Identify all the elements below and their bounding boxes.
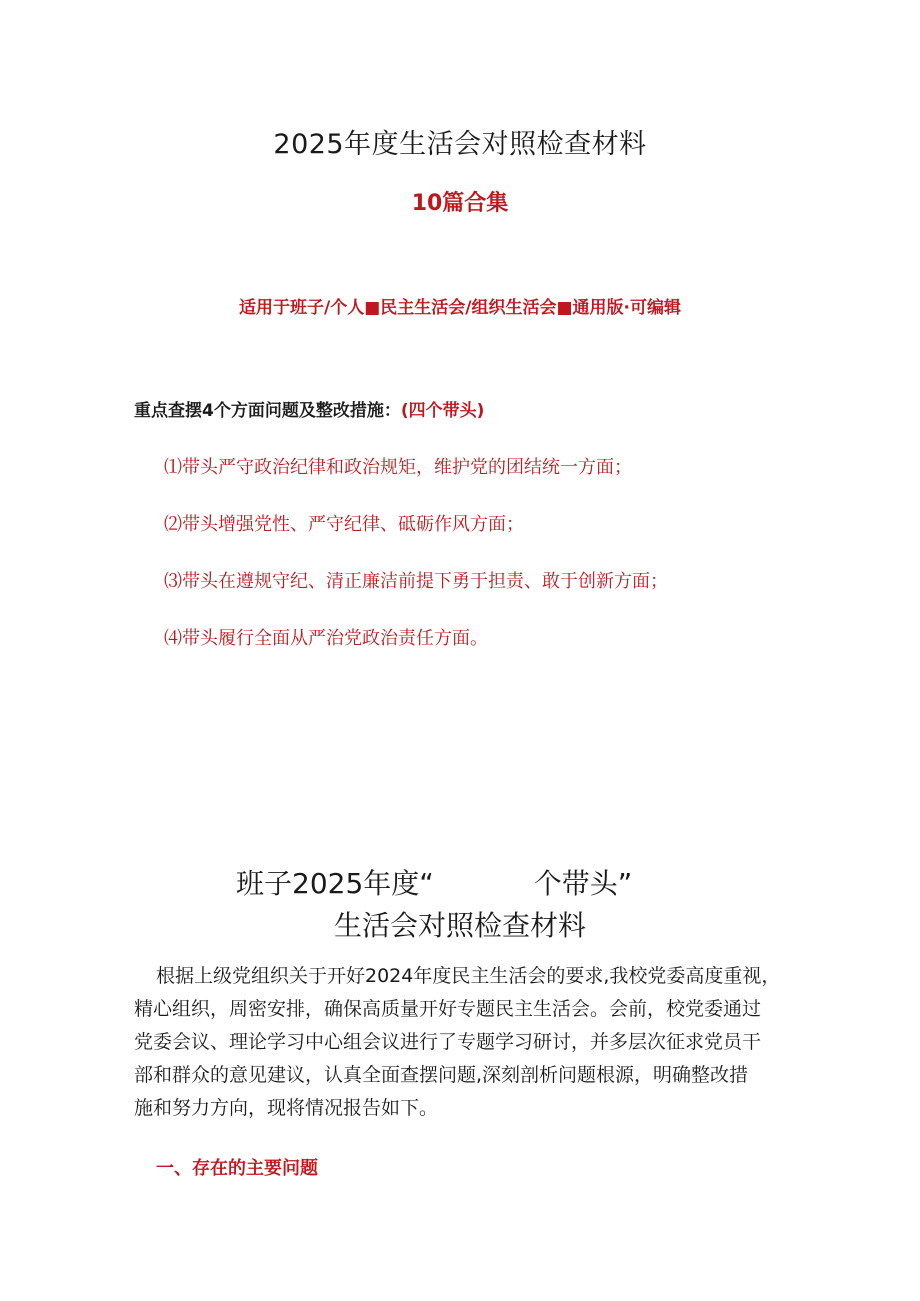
- paragraph-line: 党委会议、理论学习中心组会议进行了专题学习研讨，并多层次征求党员干: [134, 1031, 762, 1053]
- paragraph-line: 部和群众的意见建议，认真全面查摆问题,深刻剖析问题根源，明确整改措: [134, 1064, 749, 1086]
- paragraph-line: 施和努力方向，现将情况报告如下。: [134, 1097, 439, 1119]
- section-title-line-2: 生活会对照检查材料: [333, 909, 586, 942]
- paragraph-line: 精心组织，周密安排，确保高质量开好专题民主生活会。会前，校党委通过: [134, 998, 762, 1020]
- focus-item-3: ⑶带头在遵规守纪、清正廉洁前提下勇于担责、敢于创新方面；: [164, 571, 668, 592]
- applies-to-line: 适用于班子/个人■民主生活会/组织生活会■通用版·可编辑: [239, 298, 681, 318]
- section-title-part-2: 个带头”: [533, 867, 633, 900]
- focus-item-2: ⑵带头增强党性、严守纪律、砥砺作风方面；: [164, 514, 524, 535]
- focus-item-1: ⑴带头严守政治纪律和政治规矩，维护党的团结统一方面；: [164, 457, 632, 478]
- paragraph-line: 根据上级党组织关于开好2024年度民主生活会的要求,我校党委高度重视，: [156, 965, 781, 987]
- section-title-line-1: [236, 862, 632, 902]
- section-title-part-1: 班子2025年度“: [236, 867, 434, 900]
- focus-prefix: 重点查摆4个方面问题及整改措施：: [134, 401, 401, 421]
- intro-paragraph: [134, 960, 794, 1125]
- focus-item-4: ⑷带头履行全面从严治党政治责任方面。: [164, 628, 488, 649]
- document-subtitle: 10篇合集: [411, 191, 509, 216]
- focus-highlight: (四个带头): [400, 401, 485, 421]
- focus-line: [134, 396, 484, 421]
- heading-main-problems: 一、存在的主要问题: [156, 1158, 318, 1179]
- document-title: 2025年度生活会对照检查材料: [273, 129, 647, 160]
